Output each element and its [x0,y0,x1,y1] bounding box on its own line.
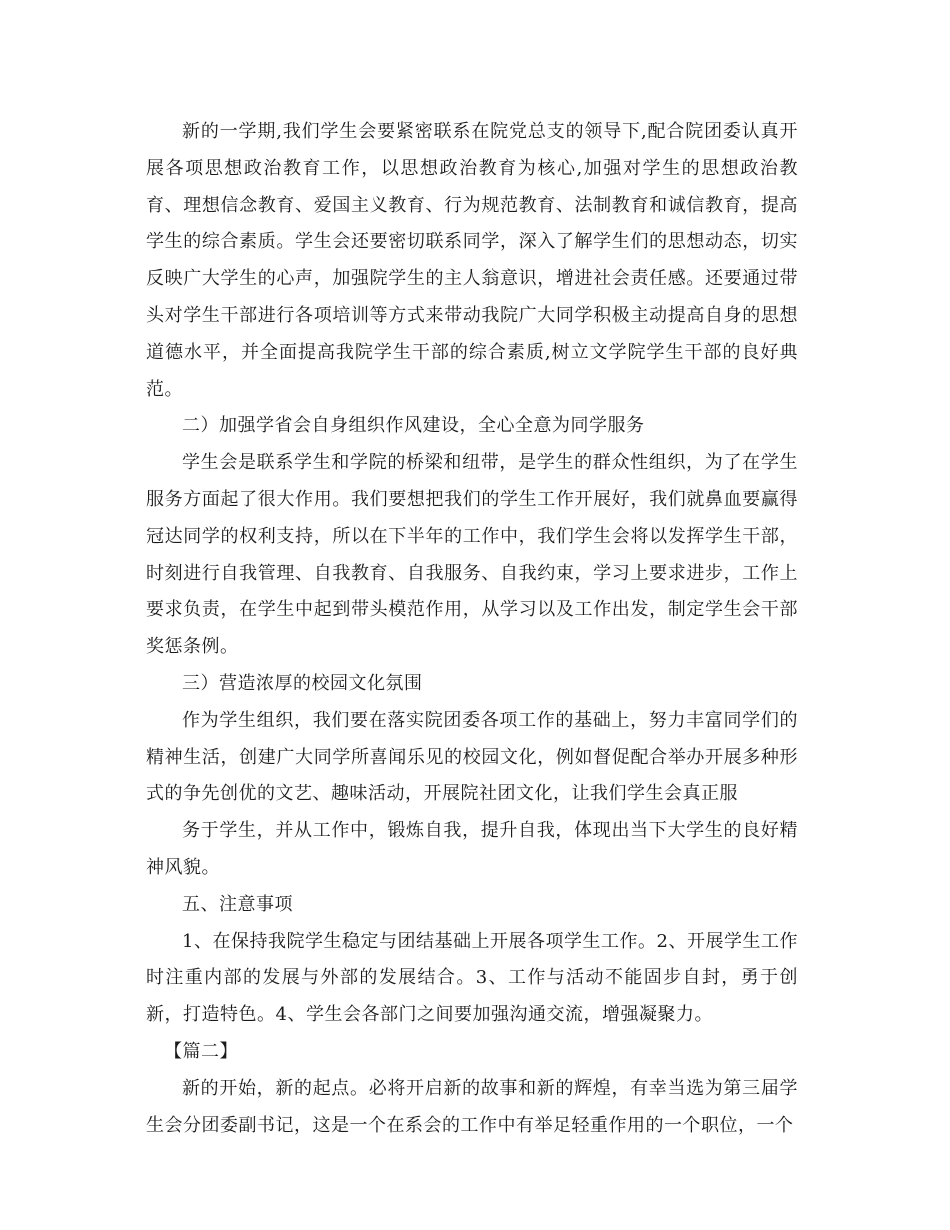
section-heading-3: 三）营造浓厚的校园文化氛围 [182,672,423,694]
paragraph-serve-students: 务于学生，并从工作中，锻炼自我，提升自我，体现出当下大学生的良好精神风貌。 [146,820,798,878]
section-heading-notes: 五、注意事项 [182,893,293,915]
paragraph-notes: 1、在保持我院学生稳定与团结基础上开展各项学生工作。2、开展学生工作时注重内部的发展与外部的发展结合。3、工作与活动不能固步自封，勇于创新，打造特色。4、学生会各部门之间要加强沟通交流，增强凝聚力。 [146,930,798,1026]
document-body [146,114,798,1144]
paragraph-new-start: 新的开始，新的起点。必将开启新的故事和新的辉煌，有幸当选为第三届学生会分团委副书记，这是一个在系会的工作中有举足轻重作用的一个职位，一个 [146,1077,798,1136]
paragraph-intro: 新的一学期,我们学生会要紧密联系在院党总支的领导下,配合院团委认真开展各项思想政治教育工作，以思想政治教育为核心,加强对学生的思想政治教育、理想信念教育、爱国主义教育、行为规范教育、法制教育和诚信教育，提高学生的综合素质。学生会还要密切联系同学，深入了解学生们的思想动态，切实反映广大学生的心声，加强院学生的主人翁意识，增进社会责任感。还要通过带头对学生干部进行各项培训等方式来带动我院广大同学积极主动提高自身的思想道德水平，并全面提高我院学生干部的综合素质,树立文学院学生干部的良好典范。 [146,121,798,400]
part-heading-2: 【篇二】 [164,1040,238,1062]
section-heading-2: 二）加强学省会自身组织作风建设，全心全意为同学服务 [182,415,645,437]
paragraph-campus-culture: 作为学生组织，我们要在落实院团委各项工作的基础上，努力丰富同学们的精神生活，创建广大同学所喜闻乐见的校园文化，例如督促配合举办开展多种形式的争先创优的文艺、趣味活动，开展院社团文化，让我们学生会真正服 [146,709,798,805]
paragraph-student-union: 学生会是联系学生和学院的桥梁和纽带，是学生的群众性组织，为了在学生服务方面起了很大作用。我们要想把我们的学生工作开展好，我们就鼻血要赢得冠达同学的权利支持，所以在下半年的工作中，我们学生会将以发挥学生干部，时刻进行自我管理、自我教育、自我服务、自我约束，学习上要求进步，工作上要求负责，在学生中起到带头模范作用，从学习以及工作出发，制定学生会干部奖惩条例。 [146,452,798,658]
